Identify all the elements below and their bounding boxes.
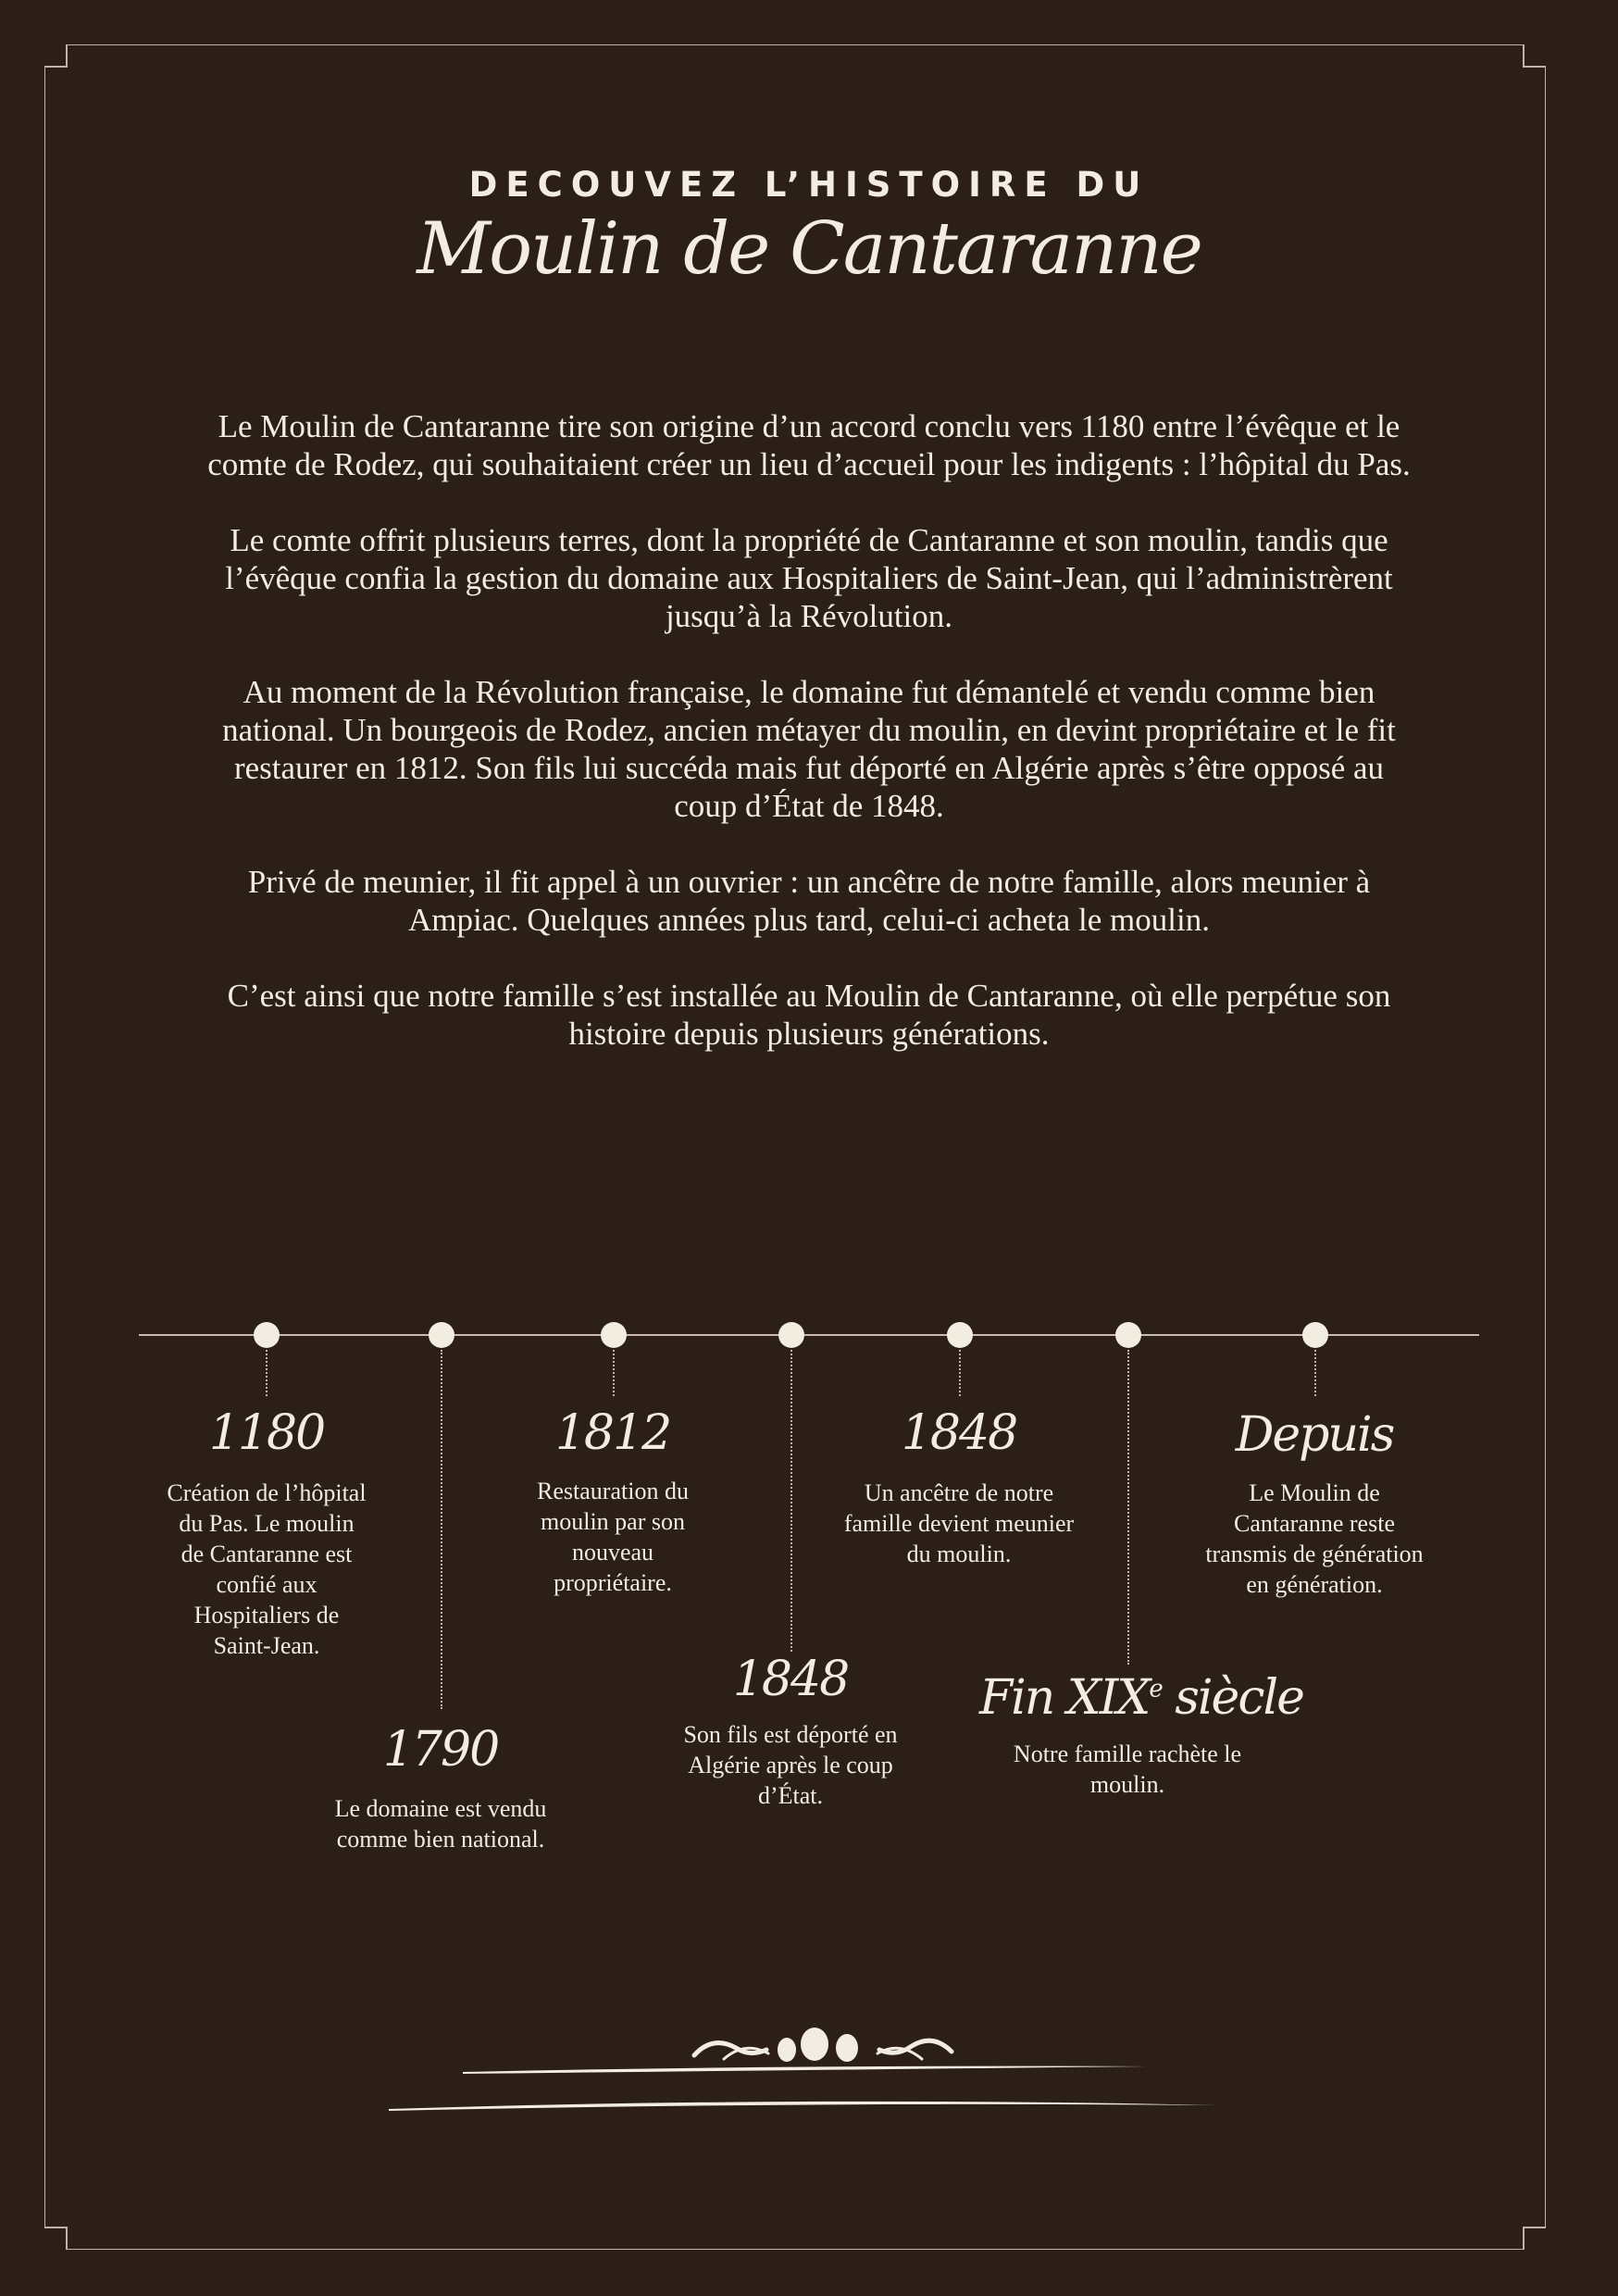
event-description: Son fils est déporté en Algérie après le coup d’État. <box>683 1721 898 1809</box>
timeline-stem <box>1127 1350 1129 1665</box>
timeline-stem <box>441 1350 442 1709</box>
event-year: 1790 <box>382 1722 499 1778</box>
event-year-superscript: e <box>1149 1675 1162 1703</box>
event-year: 1812 <box>554 1405 671 1461</box>
event-description: Notre famille rachète le moulin. <box>1013 1741 1242 1798</box>
event-year: 1848 <box>901 1405 1017 1461</box>
event-description: Création de l’hôpital du Pas. Le moulin de Cantaranne est confié aux Hospitaliers de Saint-Jean. <box>167 1479 367 1659</box>
timeline-dot-1180 <box>254 1322 280 1348</box>
event-description: Le Moulin de Cantaranne reste transmis de génération en génération. <box>1205 1479 1424 1598</box>
intro-paragraph: Le comte offrit plusieurs terres, dont la propriété de Cantaranne et son moulin, tandis que l’évêque confia la gestion du domaine aux Hospitaliers de Saint-Jean, qui l’administrèrent jusqu’à la Révolution. <box>225 522 1393 634</box>
flourish-divider-icon <box>380 2028 1231 2125</box>
timeline-dot-1848-a <box>778 1322 804 1348</box>
intro-paragraph: C’est ainsi que notre famille s’est installée au Moulin de Cantaranne, où elle perpétue son histoire depuis plusieurs générations. <box>227 978 1391 1052</box>
event-year-prefix: Fin XIX <box>979 1670 1150 1726</box>
intro-paragraph: Privé de meunier, il fit appel à un ouvrier : un ancêtre de notre famille, alors meunier à Ampiac. Quelques années plus tard, celui-ci acheta le moulin. <box>247 864 1371 938</box>
page-frame <box>44 44 1546 2250</box>
event-description: Restauration du moulin par son nouveau propriétaire. <box>537 1478 689 1596</box>
event-year: 1180 <box>208 1405 325 1461</box>
event-year: 1848 <box>732 1652 849 1707</box>
timeline-stem <box>266 1350 268 1396</box>
timeline-stem <box>959 1350 961 1396</box>
intro-paragraph: Le Moulin de Cantaranne tire son origine d’un accord conclu vers 1180 entre l’évêque et le comte de Rodez, qui souhaitaient créer un lieu d’accueil pour les indigents : l’hôpital du Pas. <box>207 408 1411 482</box>
timeline-stem <box>1314 1350 1316 1396</box>
event-description: Un ancêtre de notre famille devient meunier du moulin. <box>843 1479 1075 1567</box>
intro-paragraph: Au moment de la Révolution française, le domaine fut démantelé et vendu comme bien national. Un bourgeois de Rodez, ancien métayer du moulin, en devint propriétaire et le fit restaurer en 1812. Son fils lui succéda mais fut déporté en Algérie après s’être opposé au coup d’État de 1848. <box>222 674 1396 824</box>
timeline-stem <box>790 1350 792 1652</box>
timeline-dot-fin-xix <box>1115 1322 1141 1348</box>
page-kicker: DECOUVEZ L’HISTOIRE DU <box>468 165 1150 205</box>
timeline-dot-1848-b <box>947 1322 973 1348</box>
intro-text <box>204 407 1414 1091</box>
event-year <box>979 1670 1303 1726</box>
event-year: Depuis <box>1235 1407 1394 1463</box>
page-title: Moulin de Cantaranne <box>417 207 1201 291</box>
timeline-dot-depuis <box>1302 1322 1328 1348</box>
timeline-axis <box>139 1334 1479 1336</box>
timeline-dot-1790 <box>429 1322 454 1348</box>
event-description: Le domaine est vendu comme bien national. <box>334 1795 547 1853</box>
event-year-suffix: siècle <box>1161 1670 1303 1726</box>
timeline-dot-1812 <box>601 1322 627 1348</box>
timeline-stem <box>613 1350 615 1396</box>
